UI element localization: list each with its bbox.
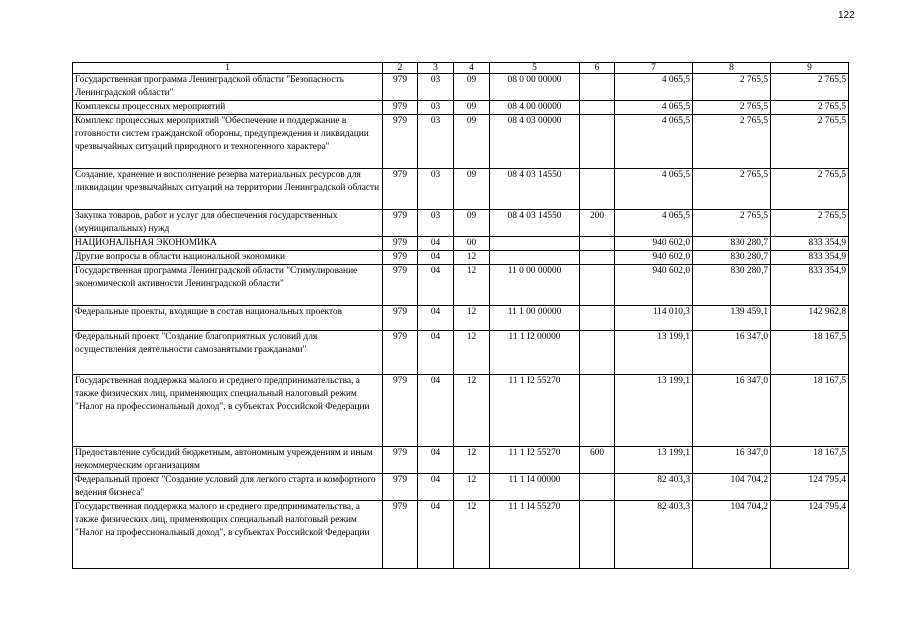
cell-expense-type [580,237,615,251]
cell-subsection: 12 [454,251,490,265]
budget-table [72,62,849,569]
row-name: НАЦИОНАЛЬНАЯ ЭКОНОМИКА [73,237,383,251]
column-header: 7 [615,63,693,74]
row-name: Комплекс процессных мероприятий "Обеспечение и поддержание в готовности систем гражданской обороны, предупреждения и ликвидации чрезвычайных ситуаций природного и техногенного характера" [73,115,383,169]
cell-expense-type [580,74,615,101]
cell-amount-3: 2 765,5 [771,74,849,101]
cell-amount-3: 2 765,5 [771,115,849,169]
cell-subsection: 12 [454,306,490,331]
cell-subsection: 00 [454,237,490,251]
cell-section: 04 [418,375,454,447]
cell-code: 979 [383,101,418,115]
cell-section: 04 [418,306,454,331]
cell-section: 03 [418,169,454,210]
cell-expense-type [580,115,615,169]
column-header: 6 [580,63,615,74]
cell-expense-type [580,251,615,265]
cell-amount-2: 830 280,7 [693,265,771,306]
cell-subsection: 12 [454,447,490,474]
cell-code: 979 [383,501,418,569]
row-name: Федеральные проекты, входящие в состав национальных проектов [73,306,383,331]
cell-code: 979 [383,375,418,447]
cell-amount-2: 2 765,5 [693,74,771,101]
cell-amount-2: 2 765,5 [693,169,771,210]
row-name: Создание, хранение и восполнение резерва материальных ресурсов для ликвидации чрезвычайных ситуаций на территории Ленинградской области [73,169,383,210]
table-row [73,501,849,569]
cell-amount-2: 2 765,5 [693,101,771,115]
cell-amount-1: 82 403,3 [615,501,693,569]
row-name: Государственная программа Ленинградской области "Безопасность Ленинградской области" [73,74,383,101]
cell-amount-2: 16 347,0 [693,375,771,447]
cell-amount-1: 13 199,1 [615,331,693,375]
cell-code: 979 [383,237,418,251]
cell-code: 979 [383,306,418,331]
table-row [73,101,849,115]
cell-code: 979 [383,474,418,501]
cell-subsection: 12 [454,501,490,569]
row-name: Комплексы процессных мероприятий [73,101,383,115]
header-row [73,63,849,74]
cell-section: 04 [418,447,454,474]
cell-section: 04 [418,265,454,306]
cell-target: 08 0 00 00000 [490,74,580,101]
cell-expense-type [580,265,615,306]
cell-target: 11 1 I4 55270 [490,501,580,569]
cell-expense-type [580,375,615,447]
cell-amount-1: 13 199,1 [615,375,693,447]
row-name: Предоставление субсидий бюджетным, автономным учреждениям и иным некоммерческим организациям [73,447,383,474]
cell-amount-2: 16 347,0 [693,331,771,375]
table-row [73,237,849,251]
cell-target: 11 1 I4 00000 [490,474,580,501]
table-row [73,210,849,237]
cell-subsection: 09 [454,101,490,115]
column-header: 9 [771,63,849,74]
cell-code: 979 [383,331,418,375]
cell-code: 979 [383,115,418,169]
cell-amount-2: 830 280,7 [693,251,771,265]
cell-subsection: 12 [454,375,490,447]
cell-amount-3: 2 765,5 [771,169,849,210]
cell-amount-3: 124 795,4 [771,501,849,569]
cell-code: 979 [383,210,418,237]
cell-target [490,237,580,251]
cell-target [490,251,580,265]
column-header: 4 [454,63,490,74]
cell-section: 04 [418,474,454,501]
cell-target: 11 1 I2 55270 [490,375,580,447]
cell-section: 03 [418,74,454,101]
cell-amount-1: 4 065,5 [615,169,693,210]
cell-amount-1: 13 199,1 [615,447,693,474]
cell-expense-type: 600 [580,447,615,474]
cell-section: 04 [418,251,454,265]
cell-amount-3: 833 354,9 [771,237,849,251]
row-name: Государственная поддержка малого и среднего предпринимательства, а также физических лиц, применяющих специальный налоговый режим "Налог на профессиональный доход", в субъектах Российской Федерации [73,501,383,569]
cell-target: 11 0 00 00000 [490,265,580,306]
cell-amount-2: 830 280,7 [693,237,771,251]
cell-amount-3: 142 962,8 [771,306,849,331]
cell-expense-type [580,474,615,501]
cell-expense-type: 200 [580,210,615,237]
cell-subsection: 12 [454,265,490,306]
table-row [73,474,849,501]
cell-code: 979 [383,74,418,101]
cell-code: 979 [383,447,418,474]
cell-code: 979 [383,169,418,210]
cell-amount-1: 940 602,0 [615,251,693,265]
row-name: Государственная поддержка малого и среднего предпринимательства, а также физических лиц, применяющих специальный налоговый режим "Налог на профессиональный доход", в субъектах Российской Федерации [73,375,383,447]
cell-amount-3: 2 765,5 [771,210,849,237]
cell-target: 11 1 00 00000 [490,306,580,331]
cell-subsection: 12 [454,331,490,375]
cell-code: 979 [383,251,418,265]
table-row [73,265,849,306]
cell-section: 04 [418,501,454,569]
cell-amount-2: 2 765,5 [693,115,771,169]
cell-amount-2: 139 459,1 [693,306,771,331]
cell-subsection: 09 [454,74,490,101]
cell-amount-1: 4 065,5 [615,210,693,237]
table-row [73,331,849,375]
cell-subsection: 09 [454,115,490,169]
cell-expense-type [580,306,615,331]
cell-subsection: 09 [454,210,490,237]
cell-amount-1: 4 065,5 [615,115,693,169]
cell-target: 08 4 03 00000 [490,115,580,169]
cell-amount-3: 833 354,9 [771,251,849,265]
cell-section: 04 [418,237,454,251]
cell-amount-3: 124 795,4 [771,474,849,501]
table-row [73,375,849,447]
cell-amount-3: 18 167,5 [771,331,849,375]
page-number: 122 [838,10,855,21]
cell-code: 979 [383,265,418,306]
cell-amount-2: 104 704,2 [693,474,771,501]
cell-amount-1: 4 065,5 [615,101,693,115]
cell-section: 03 [418,101,454,115]
cell-expense-type [580,331,615,375]
cell-target: 08 4 03 14550 [490,210,580,237]
table-row [73,251,849,265]
cell-subsection: 12 [454,474,490,501]
table-row [73,306,849,331]
cell-amount-2: 104 704,2 [693,501,771,569]
cell-amount-3: 18 167,5 [771,447,849,474]
cell-amount-1: 940 602,0 [615,265,693,306]
cell-expense-type [580,169,615,210]
cell-target: 11 1 I2 55270 [490,447,580,474]
cell-amount-1: 940 602,0 [615,237,693,251]
cell-amount-3: 833 354,9 [771,265,849,306]
table-row [73,115,849,169]
cell-subsection: 09 [454,169,490,210]
row-name: Другие вопросы в области национальной экономики [73,251,383,265]
cell-amount-1: 82 403,3 [615,474,693,501]
cell-section: 03 [418,210,454,237]
cell-expense-type [580,501,615,569]
cell-section: 03 [418,115,454,169]
cell-amount-3: 18 167,5 [771,375,849,447]
table-row [73,169,849,210]
column-header: 3 [418,63,454,74]
row-name: Федеральный проект "Создание условий для легкого старта и комфортного ведения бизнеса" [73,474,383,501]
cell-amount-2: 2 765,5 [693,210,771,237]
column-header: 5 [490,63,580,74]
cell-target: 08 4 03 14550 [490,169,580,210]
cell-target: 08 4 00 00000 [490,101,580,115]
cell-amount-3: 2 765,5 [771,101,849,115]
cell-section: 04 [418,331,454,375]
cell-expense-type [580,101,615,115]
row-name: Федеральный проект "Создание благоприятных условий для осуществления деятельности самозанятыми гражданами" [73,331,383,375]
column-header: 1 [73,63,383,74]
table-row [73,447,849,474]
table-row [73,74,849,101]
cell-amount-2: 16 347,0 [693,447,771,474]
column-header: 8 [693,63,771,74]
row-name: Государственная программа Ленинградской области "Стимулирование экономической активности Ленинградской области" [73,265,383,306]
cell-target: 11 1 I2 00000 [490,331,580,375]
cell-amount-1: 4 065,5 [615,74,693,101]
column-header: 2 [383,63,418,74]
row-name: Закупка товаров, работ и услуг для обеспечения государственных (муниципальных) нужд [73,210,383,237]
cell-amount-1: 114 010,3 [615,306,693,331]
